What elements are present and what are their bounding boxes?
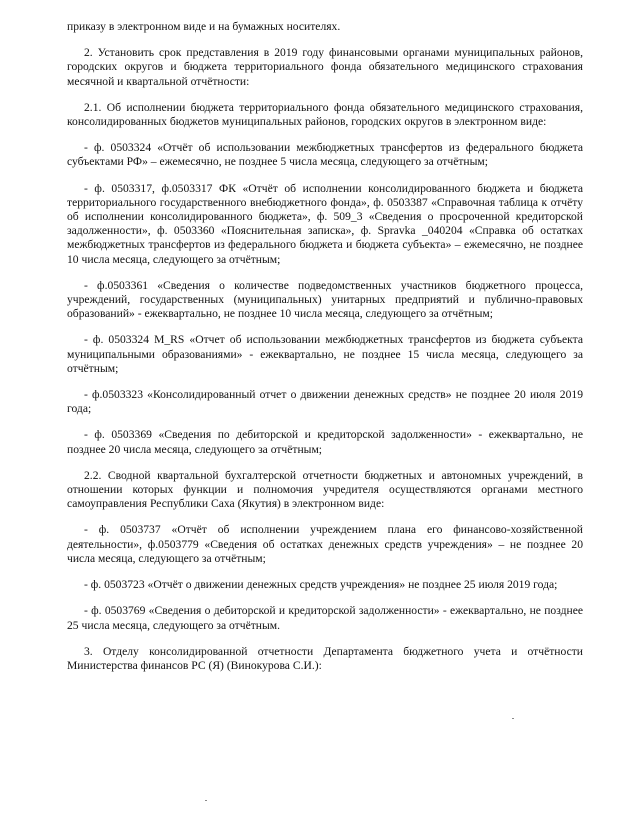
document-page — [67, 20, 583, 673]
paragraph-item-2: 2. Установить срок представления в 2019 году финансовыми органами муниципальных районов, городских округов и бюджета территориального фонда обязательного медицинского страхования месячной и квартальной отчётности: — [67, 46, 583, 88]
paragraph-continuation: приказу в электронном виде и на бумажных носителях. — [67, 20, 341, 33]
list-item-form-0503723: - ф. 0503723 «Отчёт о движении денежных средств учреждения» не позднее 25 июля 2019 года; — [84, 578, 558, 592]
paragraph-item-2-2: 2.2. Сводной квартальной бухгалтерской отчетности бюджетных и автономных учреждений, в отношении которых функции и полномочия учредителя осуществляются органами местного самоуправления Республики Саха (Якутия) в электронном виде: — [67, 468, 583, 511]
list-item-form-0503369: - ф. 0503369 «Сведения по дебиторской и кредиторской задолженности» - ежеквартально, не позднее 20 числа месяца, следующего за отчётным; — [67, 428, 583, 456]
scan-speck — [512, 718, 514, 719]
list-item-form-0503317: - ф. 0503317, ф.0503317 ФК «Отчёт об исполнении консолидированного бюджета и бюджета территориального государственного внебюджетного фонда», ф. 0503387 «Справочная таблица к отчёту об исполнении консолидированного бюджета», ф. 509_3 «Сведения о просроченной кредиторской задолженности», ф. 0503360 «Пояснительная записка», ф. Spravka _040204 «Справка об остатках межбюджетных трансфертов из федерального бюджета и бюджета субъекта» – ежемесячно, не позднее 10 числа месяца, следующего за отчётным; — [67, 181, 583, 266]
list-item-form-0503324: - ф. 0503324 «Отчёт об использовании межбюджетных трансфертов из федерального бюджета субъектами РФ» – ежемесячно, не позднее 5 числа месяца, следующего за отчётным; — [67, 141, 583, 169]
list-item-form-0503361: - ф.0503361 «Сведения о количестве подведомственных участников бюджетного процесса, учреждений, государственных (муниципальных) унитарных предприятий и публично-правовых образований» - ежеквартально, не позднее 10 числа месяца, следующего за отчётным; — [67, 278, 583, 321]
paragraph-item-2-1: 2.1. Об исполнении бюджета территориального фонда обязательного медицинского страхования, консолидированных бюджетов муниципальных районов, городских округов в электронном виде: — [67, 100, 583, 129]
scan-speck — [205, 800, 207, 801]
list-item-form-0503737: - ф. 0503737 «Отчёт об исполнении учреждением плана его финансово-хозяйственной деятельности», ф.0503779 «Сведения об остатках денежных средств учреждения» – не позднее 20 числа месяца, следующего за отчётным; — [67, 523, 583, 565]
paragraph-item-3: 3. Отделу консолидированной отчетности Департамента бюджетного учета и отчётности Министерства финансов РС (Я) (Винокурова С.И.): — [67, 644, 583, 672]
list-item-form-0503324-mrs: - ф. 0503324 M_RS «Отчет об использовании межбюджетных трансфертов из бюджета субъекта муниципальными образованиями» - ежеквартально, не позднее 15 числа месяца, следующего за отчётным; — [67, 333, 583, 375]
list-item-form-0503769: - ф. 0503769 «Сведения о дебиторской и кредиторской задолженности» - ежеквартально, не позднее 25 числа месяца, следующего за отчётным. — [67, 604, 583, 632]
list-item-form-0503323: - ф.0503323 «Консолидированный отчет о движении денежных средств» не позднее 20 июля 2019 года; — [67, 388, 583, 416]
